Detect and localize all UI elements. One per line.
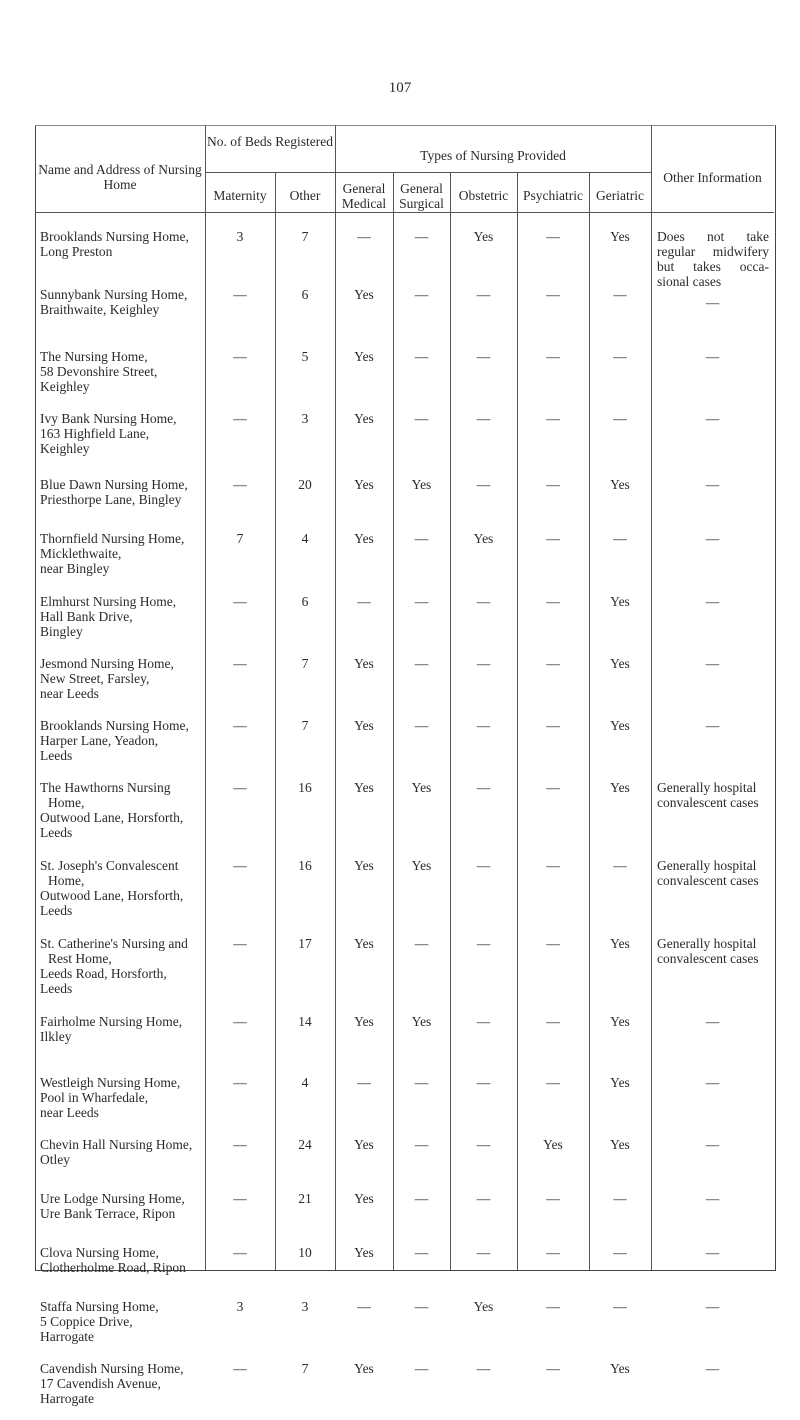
other-information-cell: Generally hospital convalescent cases [657,780,759,810]
other-beds-cell: 6 [301,594,309,609]
geriatric-cell: — [613,287,627,302]
name-line: Blue Dawn Nursing Home, [40,477,188,492]
nursing-home-name-address [40,531,208,576]
header-subrule [205,172,651,173]
name-line: Brooklands Nursing Home, [40,718,189,733]
obstetric-cell: — [476,594,491,609]
geriatric-cell: Yes [610,718,630,733]
other-beds-cell: 16 [298,858,312,873]
obstetric-cell: — [476,349,491,364]
general-medical-cell: — [357,594,371,609]
nursing-home-name-address [40,1361,208,1406]
other-beds-cell: 7 [301,656,309,671]
general-surgical-cell: — [414,349,429,364]
psychiatric-cell: — [546,411,560,426]
obstetric-cell: — [476,1014,491,1029]
maternity-cell: — [233,1014,247,1029]
nursing-home-name-address [40,1299,208,1344]
geriatric-cell: Yes [610,656,630,671]
general-medical-cell: — [357,229,371,244]
name-line: near Leeds [40,686,99,701]
nursing-home-name-address [40,1191,208,1221]
other-information-cell: — [705,718,720,733]
general-medical-cell: Yes [354,1361,374,1376]
maternity-cell: — [233,858,247,873]
name-line: Otley [40,1152,70,1167]
general-medical-cell: — [357,1075,371,1090]
maternity-cell: — [233,1075,247,1090]
maternity-cell: — [233,1191,247,1206]
obstetric-cell: — [476,656,491,671]
psychiatric-cell: — [546,287,560,302]
other-beds-cell: 7 [301,1361,309,1376]
psychiatric-cell: — [546,477,560,492]
other-beds-cell: 16 [298,780,312,795]
maternity-cell: — [233,1245,247,1260]
general-medical-cell: Yes [354,858,374,873]
other-information-cell: — [705,477,720,492]
psychiatric-cell: — [546,858,560,873]
obstetric-cell: — [476,1245,491,1260]
name-line: near Leeds [40,1105,99,1120]
name-line: Bingley [40,624,83,639]
maternity-cell: — [233,411,247,426]
geriatric-cell: — [613,1245,627,1260]
maternity-cell: — [233,780,247,795]
name-line: Ivy Bank Nursing Home, [40,411,177,426]
name-line: Pool in Wharfedale, [40,1090,149,1105]
name-line: near Bingley [40,561,110,576]
name-line: Ure Lodge Nursing Home, [40,1191,185,1206]
header-other-information: Other Information [663,170,762,185]
name-line: 163 Highfield Lane, [40,426,150,441]
obstetric-cell: — [476,718,491,733]
obstetric-cell: — [476,477,491,492]
geriatric-cell: Yes [610,780,630,795]
name-line: Ilkley [40,1029,72,1044]
maternity-cell: — [233,287,247,302]
name-line: Keighley [40,441,90,456]
header-name: Name and Address of Nursing Home [38,162,202,192]
general-surgical-cell: — [414,287,429,302]
name-line: Cavendish Nursing Home, [40,1361,184,1376]
nursing-home-name-address [40,1014,208,1044]
name-line: The Nursing Home, [40,349,148,364]
maternity-cell: 3 [236,229,244,244]
obstetric-cell: Yes [473,1299,494,1314]
other-beds-cell: 3 [301,1299,309,1314]
geriatric-cell: — [613,411,627,426]
general-surgical-cell: Yes [411,1014,432,1029]
other-information-cell: — [705,531,720,546]
other-information-cell: — [705,295,720,310]
name-line: Keighley [40,379,90,394]
general-medical-cell: Yes [354,1245,374,1260]
general-medical-cell: Yes [354,1014,374,1029]
psychiatric-cell: — [546,229,560,244]
name-line: Harper Lane, Yeadon, [40,733,159,748]
page-number: 107 [388,80,412,96]
other-beds-cell: 21 [298,1191,312,1206]
general-surgical-cell: Yes [411,477,432,492]
other-information-cell: — [705,1245,720,1260]
geriatric-cell: — [613,1191,627,1206]
other-beds-cell: 7 [301,718,309,733]
other-information-cell: — [705,656,720,671]
maternity-cell: — [233,936,247,951]
other-beds-cell: 6 [301,287,309,302]
nursing-home-name-address [40,594,208,639]
name-line: St. Joseph's Convalescent [40,858,179,873]
other-beds-cell: 5 [301,349,309,364]
name-line: Leeds Road, Horsforth, [40,966,167,981]
psychiatric-cell: — [546,1014,560,1029]
general-surgical-cell: — [414,1245,429,1260]
general-medical-cell: Yes [354,531,374,546]
obstetric-cell: Yes [473,229,494,244]
other-information-cell: — [705,1014,720,1029]
general-medical-cell: Yes [354,1191,374,1206]
name-line: Thornfield Nursing Home, [40,531,185,546]
name-line: Clova Nursing Home, [40,1245,159,1260]
header-bottom-rule [35,212,774,213]
geriatric-cell: Yes [610,477,630,492]
psychiatric-cell: — [546,780,560,795]
geriatric-cell: Yes [610,1137,630,1152]
maternity-cell: — [233,1137,247,1152]
psychiatric-cell: — [546,531,560,546]
name-line: Braithwaite, Keighley [40,302,160,317]
maternity-cell: — [233,718,247,733]
psychiatric-cell: — [546,1245,560,1260]
general-medical-cell: Yes [354,1137,374,1152]
general-surgical-cell: — [414,1075,429,1090]
geriatric-cell: — [613,349,627,364]
header-geriatric: Geriatric [596,188,644,203]
nursing-home-name-address [40,1245,208,1275]
psychiatric-cell: — [546,1299,560,1314]
other-beds-cell: 4 [301,531,309,546]
general-medical-cell: Yes [354,349,374,364]
nursing-home-name-address [40,656,208,701]
general-medical-cell: Yes [354,656,374,671]
obstetric-cell: — [476,780,491,795]
psychiatric-cell: — [546,718,560,733]
other-information-cell: — [705,1137,720,1152]
nursing-home-name-address [40,477,208,507]
geriatric-cell: Yes [610,1014,630,1029]
name-line: Rest Home, [48,951,112,966]
header-obstetric: Obstetric [458,188,509,203]
name-line: Leeds [40,981,73,996]
nursing-home-name-address [40,1137,208,1167]
other-beds-cell: 4 [301,1075,309,1090]
name-line: Micklethwaite, [40,546,122,561]
general-medical-cell: Yes [354,936,374,951]
other-information-cell: Does not take regular midwifery but takes occa- sional cases [657,229,769,289]
geriatric-cell: — [613,531,627,546]
psychiatric-cell: — [546,1075,560,1090]
other-beds-cell: 17 [298,936,312,951]
header-general-surgical: General Surgical [399,181,444,211]
obstetric-cell: — [476,858,491,873]
general-surgical-cell: — [414,411,429,426]
name-line: Elmhurst Nursing Home, [40,594,177,609]
other-information-cell: Generally hospital convalescent cases [657,936,759,966]
other-beds-cell: 7 [301,229,309,244]
other-information-cell: — [705,1361,720,1376]
general-surgical-cell: — [414,656,429,671]
general-surgical-cell: — [414,531,429,546]
name-line: Staffa Nursing Home, [40,1299,159,1314]
name-line: Harrogate [40,1329,94,1344]
psychiatric-cell: Yes [543,1137,563,1152]
name-line: Brooklands Nursing Home, [40,229,189,244]
general-medical-cell: — [357,1299,371,1314]
name-line: Outwood Lane, Horsforth, [40,888,184,903]
geriatric-cell: Yes [610,1075,630,1090]
name-line: 5 Coppice Drive, [40,1314,133,1329]
general-medical-cell: Yes [354,780,374,795]
general-medical-cell: Yes [354,411,374,426]
other-beds-cell: 24 [298,1137,312,1152]
name-line: Chevin Hall Nursing Home, [40,1137,193,1152]
other-information-cell: — [705,1075,720,1090]
other-information-cell: — [705,1299,720,1314]
name-line: Ure Bank Terrace, Ripon [40,1206,176,1221]
other-beds-cell: 14 [298,1014,312,1029]
nursing-home-name-address [40,411,208,456]
nursing-home-name-address [40,349,208,394]
obstetric-cell: — [476,1075,491,1090]
obstetric-cell: — [476,287,491,302]
header-general-medical: General Medical [341,181,387,211]
name-line: Outwood Lane, Horsforth, [40,810,184,825]
nursing-home-name-address [40,858,208,918]
obstetric-cell: — [476,1137,491,1152]
header-maternity: Maternity [213,188,267,203]
general-surgical-cell: — [414,718,429,733]
name-line: Hall Bank Drive, [40,609,133,624]
maternity-cell: — [233,656,247,671]
general-surgical-cell: — [414,936,429,951]
name-line: New Street, Farsley, [40,671,150,686]
other-information-cell: — [705,349,720,364]
maternity-cell: — [233,349,247,364]
name-line: Leeds [40,748,73,763]
other-information-cell: — [705,594,720,609]
general-medical-cell: Yes [354,477,374,492]
obstetric-cell: — [476,1191,491,1206]
name-line: Jesmond Nursing Home, [40,656,174,671]
obstetric-cell: — [476,1361,491,1376]
other-beds-cell: 3 [301,411,309,426]
other-information-cell: — [705,1191,720,1206]
name-line: Leeds [40,903,73,918]
name-line: Clotherholme Road, Ripon [40,1260,186,1275]
name-line: 17 Cavendish Avenue, [40,1376,161,1391]
name-line: Westleigh Nursing Home, [40,1075,181,1090]
general-surgical-cell: — [414,1191,429,1206]
obstetric-cell: Yes [473,531,494,546]
maternity-cell: — [233,477,247,492]
general-medical-cell: Yes [354,718,374,733]
maternity-cell: — [233,594,247,609]
maternity-cell: 7 [236,531,244,546]
general-surgical-cell: — [414,1361,429,1376]
nursing-home-name-address [40,936,208,996]
name-line: Harrogate [40,1391,94,1406]
psychiatric-cell: — [546,1191,560,1206]
general-surgical-cell: — [414,229,429,244]
general-surgical-cell: Yes [411,858,432,873]
psychiatric-cell: — [546,936,560,951]
other-information-cell: — [705,411,720,426]
psychiatric-cell: — [546,349,560,364]
header-beds-group: No. of Beds Registered [207,134,333,149]
nursing-home-name-address [40,1075,208,1120]
general-surgical-cell: Yes [411,780,432,795]
maternity-cell: 3 [236,1299,244,1314]
psychiatric-cell: — [546,656,560,671]
obstetric-cell: — [476,936,491,951]
name-line: Sunnybank Nursing Home, [40,287,188,302]
header-psychiatric: Psychiatric [523,188,583,203]
other-information-cell: Generally hospital convalescent cases [657,858,759,888]
name-line: Long Preston [40,244,113,259]
name-line: Priesthorpe Lane, Bingley [40,492,182,507]
obstetric-cell: — [476,411,491,426]
other-beds-cell: 20 [298,477,312,492]
geriatric-cell: — [613,858,627,873]
general-medical-cell: Yes [354,287,374,302]
name-line: 58 Devonshire Street, [40,364,158,379]
geriatric-cell: Yes [610,229,630,244]
general-surgical-cell: — [414,1299,429,1314]
geriatric-cell: Yes [610,1361,630,1376]
header-other: Other [289,188,321,203]
name-line: Fairholme Nursing Home, [40,1014,183,1029]
name-line: Home, [48,873,85,888]
nursing-home-name-address [40,287,208,317]
name-line: Home, [48,795,85,810]
nursing-home-name-address [40,718,208,763]
geriatric-cell: — [613,1299,627,1314]
psychiatric-cell: — [546,594,560,609]
other-beds-cell: 10 [298,1245,312,1260]
table-top-rule [35,125,774,126]
name-line: The Hawthorns Nursing [40,780,171,795]
geriatric-cell: Yes [610,936,630,951]
geriatric-cell: Yes [610,594,630,609]
general-surgical-cell: — [414,1137,429,1152]
nursing-home-name-address [40,780,208,840]
nursing-home-name-address [40,229,208,259]
general-surgical-cell: — [414,594,429,609]
header-types-group: Types of Nursing Provided [420,148,566,163]
name-line: Leeds [40,825,73,840]
maternity-cell: — [233,1361,247,1376]
psychiatric-cell: — [546,1361,560,1376]
name-line: St. Catherine's Nursing and [40,936,188,951]
